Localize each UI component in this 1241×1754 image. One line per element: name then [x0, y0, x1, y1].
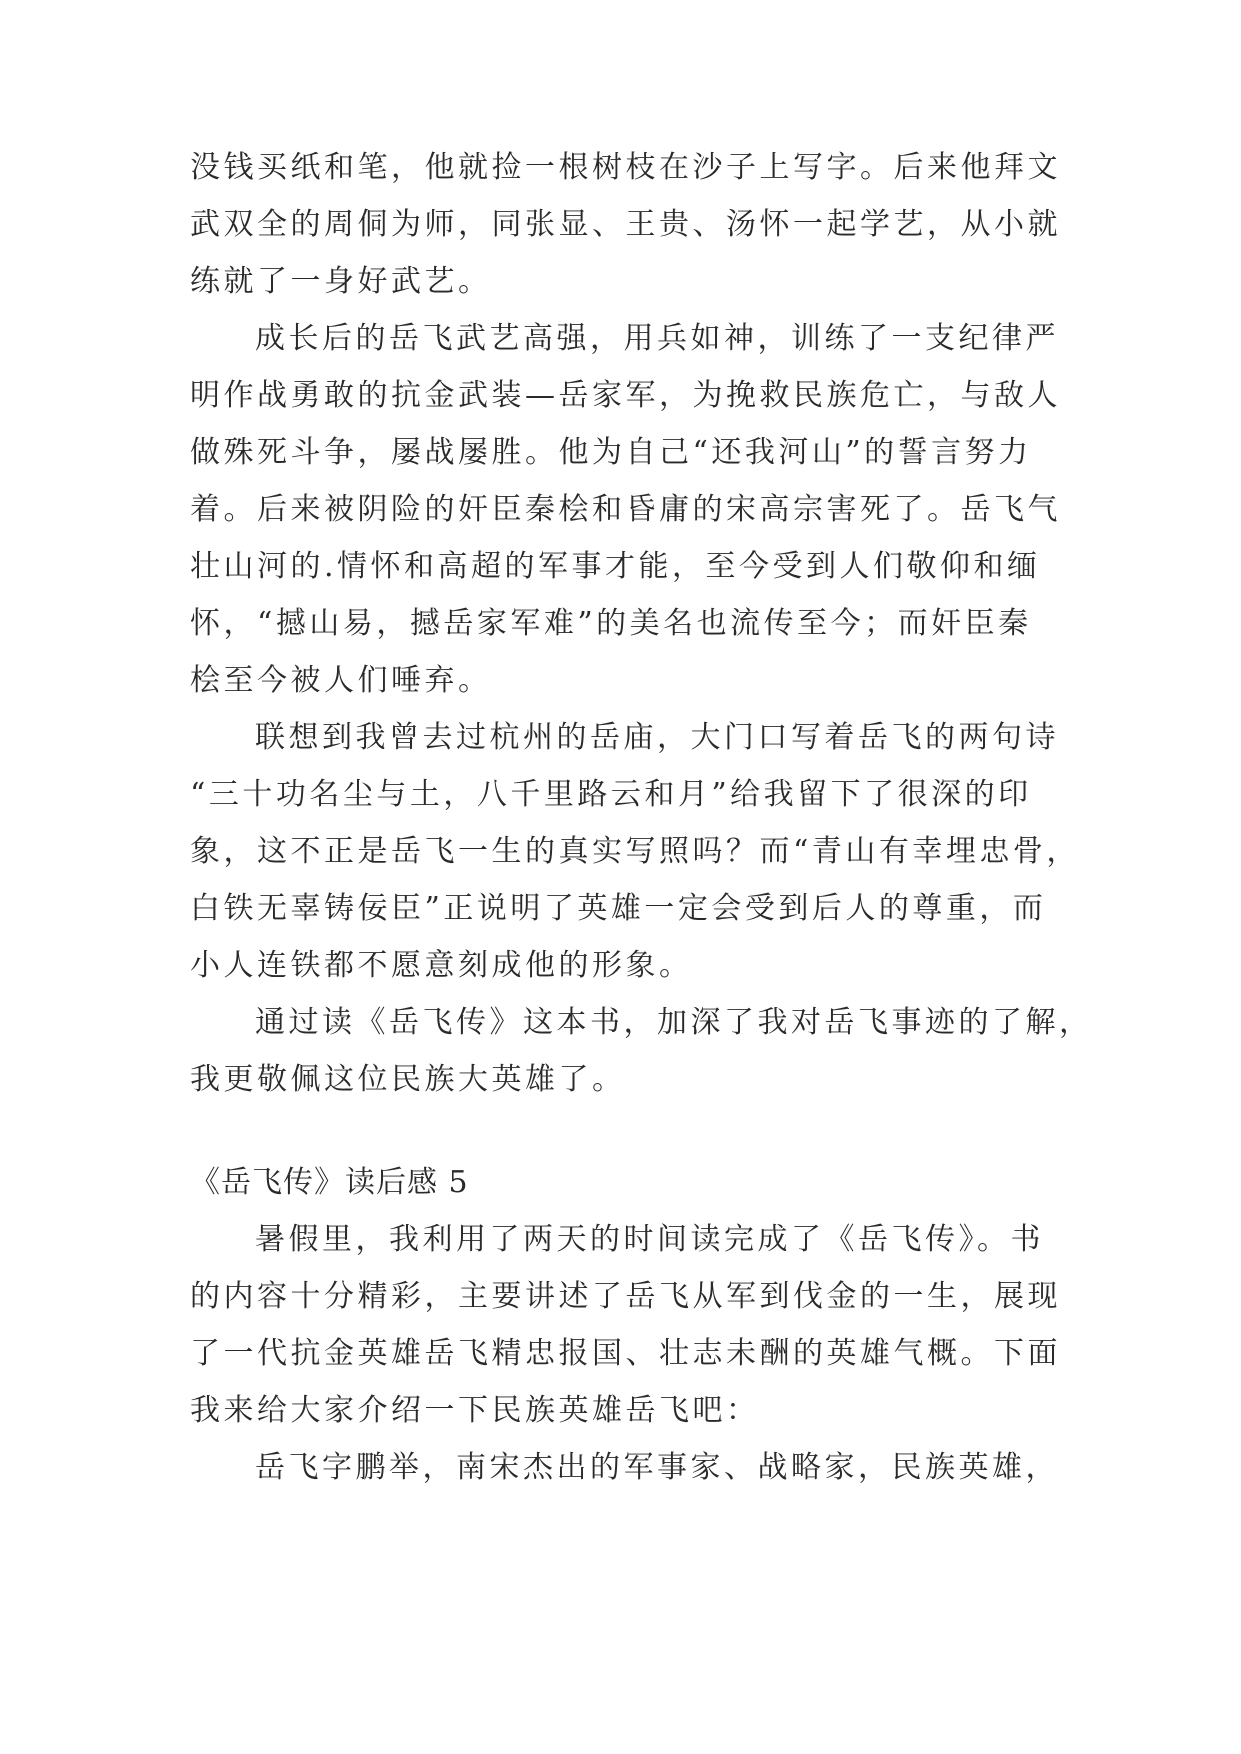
text-line: 通过读《岳飞传》这本书，加深了我对岳飞事迹的了解， — [255, 1005, 1093, 1040]
text-line: 小人连铁都不愿意刻成他的形象。 — [190, 948, 693, 983]
text-line: 着。后来被阴险的奸臣秦桧和昏庸的宋高宗害死了。岳飞气 — [190, 492, 1061, 527]
text-line: 明作战勇敢的抗金武装—岳家军，为挽救民族危亡，与敌人 — [190, 378, 1061, 413]
text-line: 白铁无辜铸佞臣”正说明了英雄一定会受到后人的尊重，而 — [190, 891, 1047, 926]
text-line: 桧至今被人们唾弃。 — [190, 663, 492, 698]
text-line: 我更敬佩这位民族大英雄了。 — [190, 1062, 626, 1097]
text-line: 做殊死斗争，屡战屡胜。他为自己“还我河山”的誓言努力 — [190, 435, 1032, 470]
text-line: 怀，“撼山易，撼岳家军难”的美名也流传至今；而奸臣秦 — [190, 606, 1032, 641]
text-line: 了一代抗金英雄岳飞精忠报国、壮志未酬的英雄气概。下面 — [190, 1336, 1061, 1371]
text-line: 暑假里，我利用了两天的时间读完成了《岳飞传》。书 — [255, 1222, 1044, 1257]
text-line: 没钱买纸和笔，他就捡一根树枝在沙子上写字。后来他拜文 — [190, 150, 1061, 185]
text-line: 武双全的周侗为师，同张显、王贵、汤怀一起学艺，从小就 — [190, 207, 1061, 242]
text-line: 象，这不正是岳飞一生的真实写照吗？而“青山有幸埋忠骨， — [190, 834, 1080, 869]
text-line: 岳飞字鹏举，南宋杰出的军事家、战略家，民族英雄， — [255, 1450, 1059, 1485]
text-line: 练就了一身好武艺。 — [190, 264, 492, 299]
text-line: 联想到我曾去过杭州的岳庙，大门口写着岳飞的两句诗 — [255, 720, 1059, 755]
text-line: 我来给大家介绍一下民族英雄岳飞吧： — [190, 1393, 760, 1428]
text-line: 成长后的岳飞武艺高强，用兵如神，训练了一支纪律严 — [255, 321, 1059, 356]
text-line: 的内容十分精彩，主要讲述了岳飞从军到伐金的一生，展现 — [190, 1279, 1061, 1314]
section-heading: 《岳飞传》读后感 5 — [190, 1165, 469, 1200]
text-line: 壮山河的.情怀和高超的军事才能，至今受到人们敬仰和缅 — [190, 549, 1041, 584]
text-line: “三十功名尘与土，八千里路云和月”给我留下了很深的印 — [190, 777, 1032, 812]
